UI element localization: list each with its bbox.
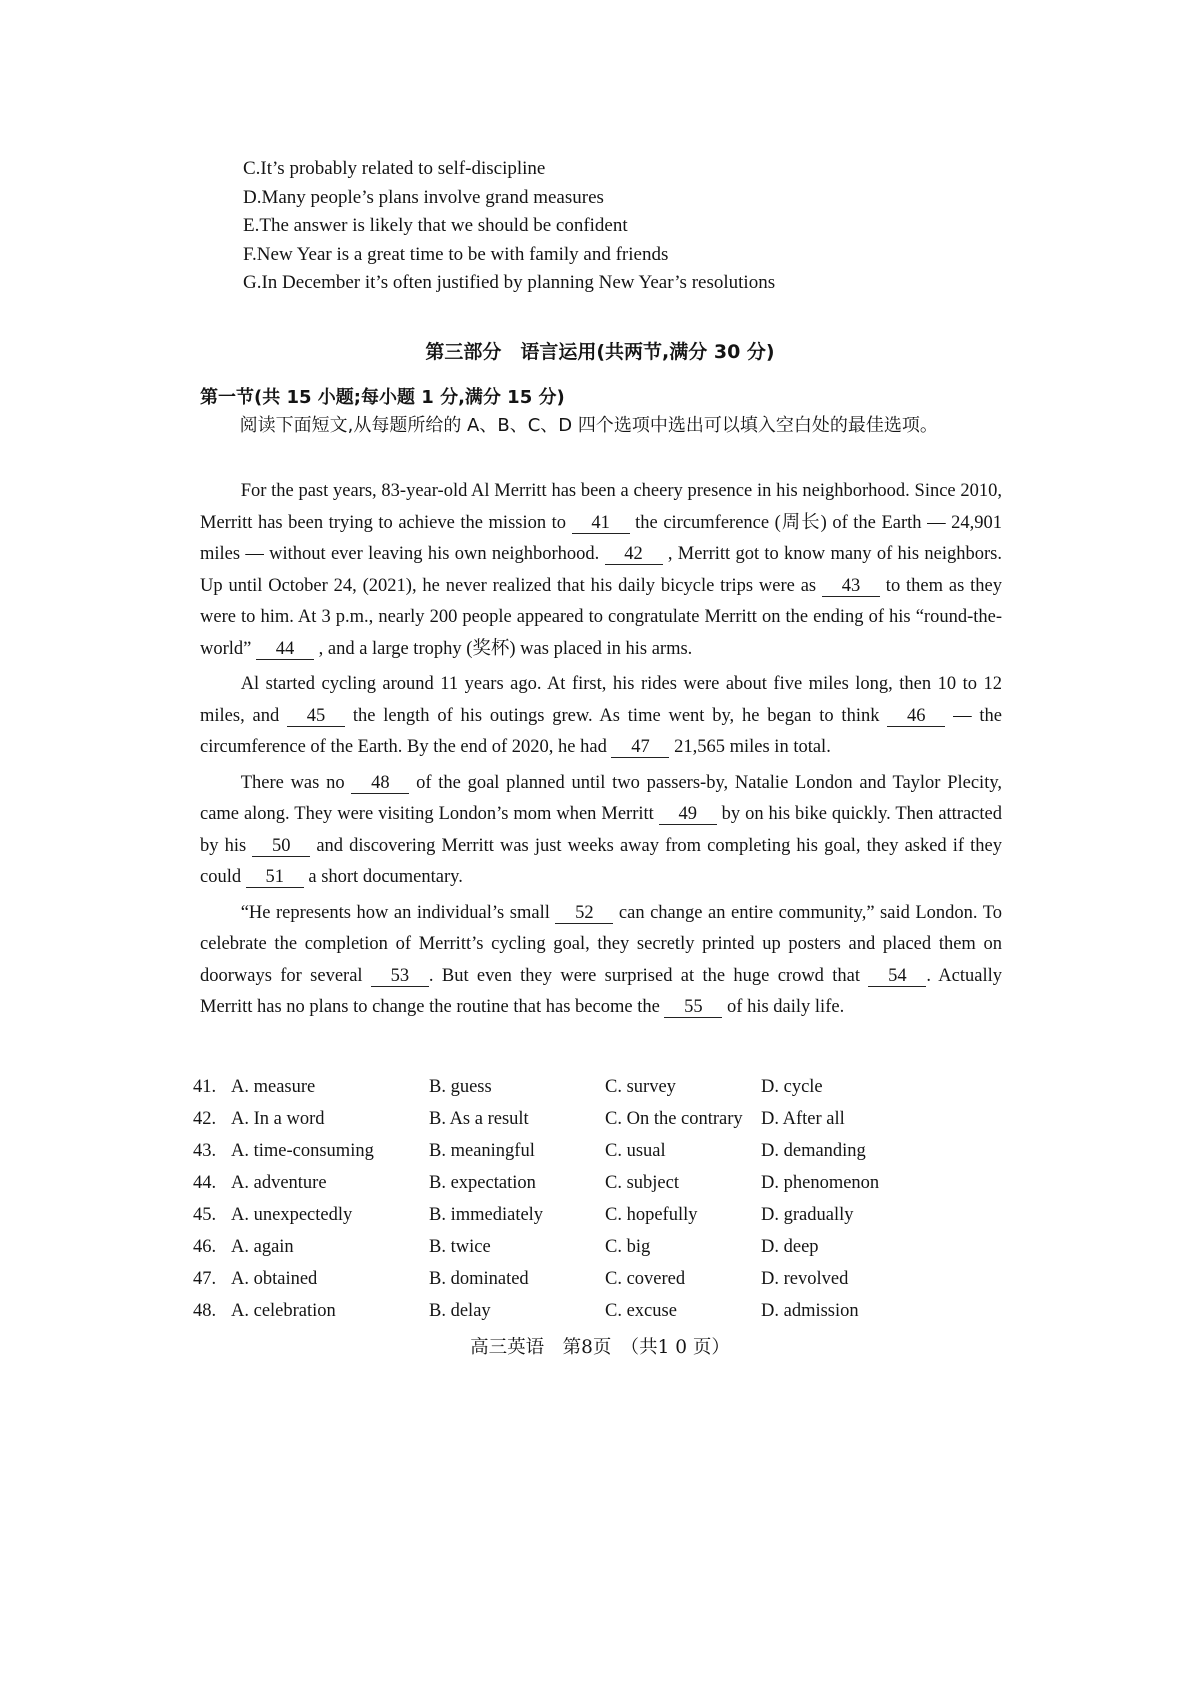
blank-52: 52 — [555, 903, 613, 924]
choice-c: C. excuse — [605, 1301, 677, 1321]
question-row — [193, 1235, 1013, 1267]
blank-41: 41 — [572, 513, 630, 534]
question-number: 48. — [193, 1301, 217, 1321]
option-c: C.It’s probably related to self-discipline — [243, 158, 546, 179]
choice-b: B. guess — [429, 1077, 492, 1097]
choice-d: D. revolved — [761, 1269, 849, 1289]
question-number: 44. — [193, 1173, 217, 1193]
choice-d: D. gradually — [761, 1205, 854, 1225]
choice-d: D. admission — [761, 1301, 859, 1321]
choice-d: D. After all — [761, 1109, 845, 1129]
subsection-title: 第一节(共 15 小题;每小题 1 分,满分 15 分) — [200, 387, 565, 408]
blank-44: 44 — [256, 639, 314, 660]
choice-a: A. time-consuming — [231, 1141, 374, 1161]
choice-d: D. phenomenon — [761, 1173, 880, 1193]
choice-d: D. demanding — [761, 1141, 866, 1161]
question-list — [193, 1075, 1013, 1331]
blank-46: 46 — [887, 706, 945, 727]
page-footer: 高三英语 第8页 （共1 0 页） — [470, 1337, 730, 1358]
option-f: F.New Year is a great time to be with family and friends — [243, 244, 669, 265]
option-d: D.Many people’s plans involve grand measures — [243, 187, 604, 208]
blank-55: 55 — [664, 997, 722, 1018]
section-title: 第三部分 语言运用(共两节,满分 30 分) — [425, 341, 775, 363]
question-row — [193, 1171, 1013, 1203]
choice-d: D. deep — [761, 1237, 819, 1257]
instructions: 阅读下面短文,从每题所给的 A、B、C、D 四个选项中选出可以填入空白处的最佳选项。 — [239, 415, 938, 436]
question-row — [193, 1139, 1013, 1171]
cloze-passage — [200, 476, 1002, 1028]
passage-paragraph-3: There was no 48 of the goal planned until two passers-by, Natalie London and Taylor Plecity, came along. They were visiting London’s mom when Merritt 49 by on his bike quickly. Then attracted by his 50 and discovering Merritt was just weeks away from completing his goal, they asked if they could 51 a short documentary. — [200, 772, 1003, 887]
blank-42: 42 — [605, 544, 663, 565]
choice-d: D. cycle — [761, 1077, 823, 1097]
choice-a: A. again — [231, 1237, 294, 1257]
choice-c: C. On the contrary — [605, 1109, 743, 1129]
choice-a: A. unexpectedly — [231, 1205, 353, 1225]
blank-48: 48 — [351, 773, 409, 794]
choice-c: C. covered — [605, 1269, 686, 1289]
question-row — [193, 1107, 1013, 1139]
question-row — [193, 1267, 1013, 1299]
blank-53: 53 — [371, 966, 429, 987]
choice-b: B. meaningful — [429, 1141, 535, 1161]
choice-b: B. immediately — [429, 1205, 544, 1225]
choice-b: B. dominated — [429, 1269, 529, 1289]
choice-a: A. In a word — [231, 1109, 325, 1129]
choice-c: C. subject — [605, 1173, 679, 1193]
choice-b: B. delay — [429, 1301, 491, 1321]
question-row — [193, 1075, 1013, 1107]
choice-a: A. measure — [231, 1077, 316, 1097]
choice-a: A. celebration — [231, 1301, 336, 1321]
question-number: 45. — [193, 1205, 217, 1225]
choice-b: B. twice — [429, 1237, 491, 1257]
choice-c: C. usual — [605, 1141, 666, 1161]
passage-paragraph-1: For the past years, 83-year-old Al Merritt has been a cheery presence in his neighborhood. Since 2010, Merritt has been trying to achieve the mission to 41 the circumference (周长) of the Earth — 24,901 miles — without ever leaving his own neighborhood. 42 , Merritt got to know many of his neighbors. Up until October 24, (2021), he never realized that his daily bicycle trips were as 43 to them as they were to him. At 3 p.m., nearly 200 people appeared to congratulate Merritt on the ending of his “round-the-world” 44 , and a large trophy (奖杯) was placed in his arms. — [200, 481, 1002, 659]
question-row — [193, 1299, 1013, 1331]
choice-a: A. obtained — [231, 1269, 318, 1289]
choice-c: C. survey — [605, 1077, 676, 1097]
choice-c: C. hopefully — [605, 1205, 698, 1225]
question-number: 41. — [193, 1077, 217, 1097]
question-number: 43. — [193, 1141, 217, 1161]
choice-b: B. expectation — [429, 1173, 536, 1193]
question-number: 46. — [193, 1237, 217, 1257]
blank-49: 49 — [659, 804, 717, 825]
blank-54: 54 — [868, 966, 926, 987]
option-e: E.The answer is likely that we should be confident — [243, 215, 628, 236]
blank-45: 45 — [287, 706, 345, 727]
option-g: G.In December it’s often justified by planning New Year’s resolutions — [243, 272, 776, 293]
passage-paragraph-4: “He represents how an individual’s small 52 can change an entire community,” said London. To celebrate the completion of Merritt’s cycling goal, they secretly printed up posters and placed them on doorways for several 53 . But even they were surprised at the huge crowd that 54 . Actually Merritt has no plans to change the routine that has become the 55 of his daily life. — [200, 902, 1003, 1017]
blank-43: 43 — [822, 576, 880, 597]
blank-51: 51 — [246, 867, 304, 888]
question-row — [193, 1203, 1013, 1235]
passage-paragraph-2: Al started cycling around 11 years ago. At first, his rides were about five miles long, then 10 to 12 miles, and 45 the length of his outings grew. As time went by, he began to think 46 — the circumference of the Earth. By the end of 2020, he had 47 21,565 miles in total. — [200, 674, 1003, 757]
choice-c: C. big — [605, 1237, 651, 1257]
question-number: 42. — [193, 1109, 217, 1129]
question-number: 47. — [193, 1269, 217, 1289]
choice-b: B. As a result — [429, 1109, 529, 1129]
choice-a: A. adventure — [231, 1173, 327, 1193]
blank-47: 47 — [611, 737, 669, 758]
blank-50: 50 — [252, 836, 310, 857]
